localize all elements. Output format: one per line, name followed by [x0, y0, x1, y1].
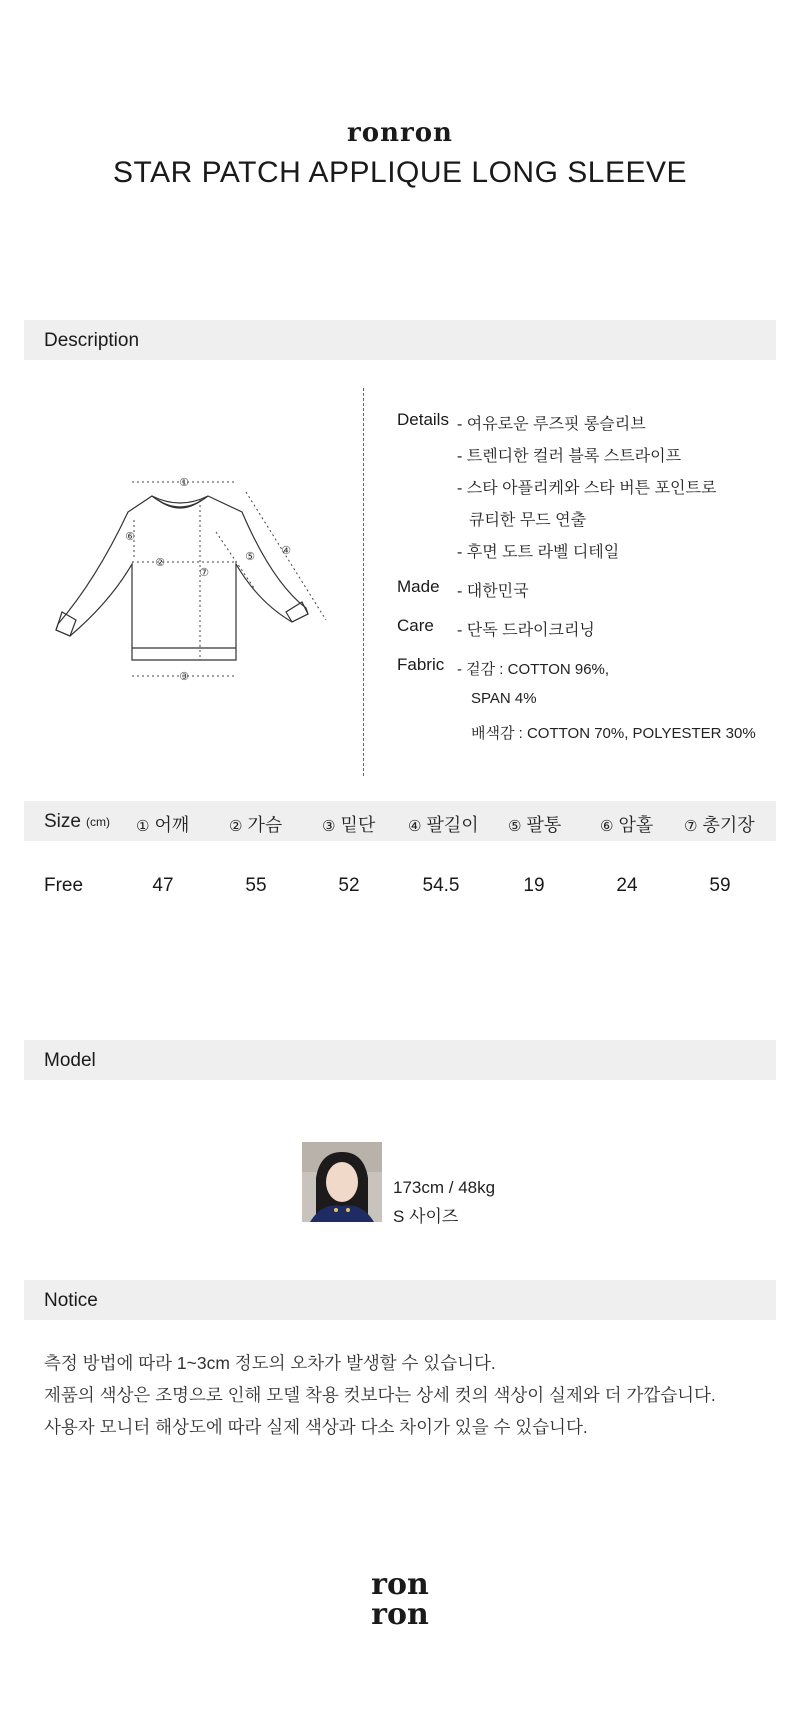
column-number: ② — [229, 818, 243, 835]
left-cuff — [56, 612, 76, 636]
size-unit: (cm) — [86, 815, 110, 829]
column-number: ⑤ — [508, 818, 522, 835]
sweater-outline — [56, 496, 308, 660]
size-table-header — [24, 801, 776, 841]
column-name: 밑단 — [340, 815, 376, 835]
product-title: STAR PATCH APPLIQUE LONG SLEEVE — [112, 156, 687, 189]
marker-3: ③ — [179, 670, 189, 683]
size-column-label: Size — [44, 811, 81, 832]
marker-1: ① — [179, 476, 189, 489]
brand-logo-bottom — [0, 1567, 800, 1632]
table-row-size: Free — [44, 875, 84, 896]
description-section-header — [24, 320, 776, 360]
model-height-weight: 173cm / 48kg — [393, 1178, 496, 1197]
column-number: ① — [136, 818, 150, 835]
column-header-hem — [322, 811, 375, 837]
brand-logo: ronron — [347, 118, 453, 148]
column-number: ③ — [322, 818, 336, 835]
marker-2: ② — [155, 556, 165, 569]
details-label: Details — [397, 410, 449, 429]
column-name: 팔통 — [526, 815, 562, 835]
description-heading: Description — [44, 330, 140, 351]
details-line: - 트렌디한 컬러 블록 스트라이프 — [457, 448, 682, 465]
sweater-measurement-diagram — [40, 470, 340, 690]
right-cuff — [286, 602, 308, 622]
details-line: - 후면 도트 라벨 디테일 — [457, 544, 620, 561]
column-name: 암홀 — [618, 815, 654, 835]
care-value: - 단독 드라이크리닝 — [457, 622, 595, 639]
notice-heading: Notice — [44, 1290, 98, 1311]
details-line: 큐티한 무드 연출 — [469, 512, 587, 529]
column-number: ④ — [408, 818, 422, 835]
column-name: 어깨 — [154, 815, 190, 835]
made-label: Made — [397, 577, 440, 596]
notice-line: 제품의 색상은 조명으로 인해 모델 착용 컷보다는 상세 컷의 색상이 실제와 더 가깝습니다. — [44, 1385, 716, 1405]
table-cell: 59 — [709, 875, 731, 896]
fabric-label: Fabric — [397, 655, 445, 674]
column-header-sleeve-length — [408, 811, 479, 837]
details-line: - 스타 아플리케와 스타 버튼 포인트로 — [457, 480, 717, 497]
fabric-line: 배색감 : COTTON 70%, POLYESTER 30% — [471, 725, 756, 742]
column-number: ⑥ — [600, 818, 614, 835]
column-name: 총기장 — [702, 815, 755, 835]
model-section-header — [24, 1040, 776, 1080]
marker-7: ⑦ — [199, 566, 209, 579]
column-name: 팔길이 — [426, 815, 479, 835]
marker-5: ⑤ — [245, 550, 255, 563]
model-photo — [302, 1142, 382, 1222]
fabric-line: - 겉감 : COTTON 96%, — [457, 661, 610, 678]
table-cell: 52 — [338, 875, 360, 896]
marker-4: ④ — [281, 544, 291, 557]
column-header-shoulder — [136, 811, 189, 837]
column-header-total-length — [684, 811, 755, 837]
column-name: 가슴 — [247, 815, 283, 835]
table-cell: 19 — [523, 875, 545, 896]
notice-line: 사용자 모니터 해상도에 따라 실제 색상과 다소 차이가 있을 수 있습니다. — [44, 1417, 588, 1437]
table-cell: 24 — [616, 875, 638, 896]
made-value: - 대한민국 — [457, 583, 529, 600]
column-number: ⑦ — [684, 818, 698, 835]
notice-section-header — [24, 1280, 776, 1320]
model-size: S 사이즈 — [393, 1207, 459, 1226]
care-label: Care — [397, 616, 434, 635]
details-line: - 여유로운 루즈핏 롱슬리브 — [457, 416, 646, 433]
table-cell: 47 — [152, 875, 174, 896]
column-header-chest — [229, 811, 282, 837]
model-heading: Model — [44, 1050, 96, 1071]
marker-6: ⑥ — [125, 530, 135, 543]
table-cell: 55 — [245, 875, 267, 896]
logo-line: ron — [371, 1567, 429, 1602]
notice-line: 측정 방법에 따라 1~3cm 정도의 오차가 발생할 수 있습니다. — [44, 1353, 496, 1373]
column-header-armhole — [600, 811, 653, 837]
logo-line: ron — [371, 1597, 429, 1632]
table-cell: 54.5 — [422, 875, 460, 896]
fabric-line: SPAN 4% — [471, 690, 537, 707]
column-header-sleeve-width — [508, 811, 561, 837]
description-divider — [363, 388, 364, 776]
